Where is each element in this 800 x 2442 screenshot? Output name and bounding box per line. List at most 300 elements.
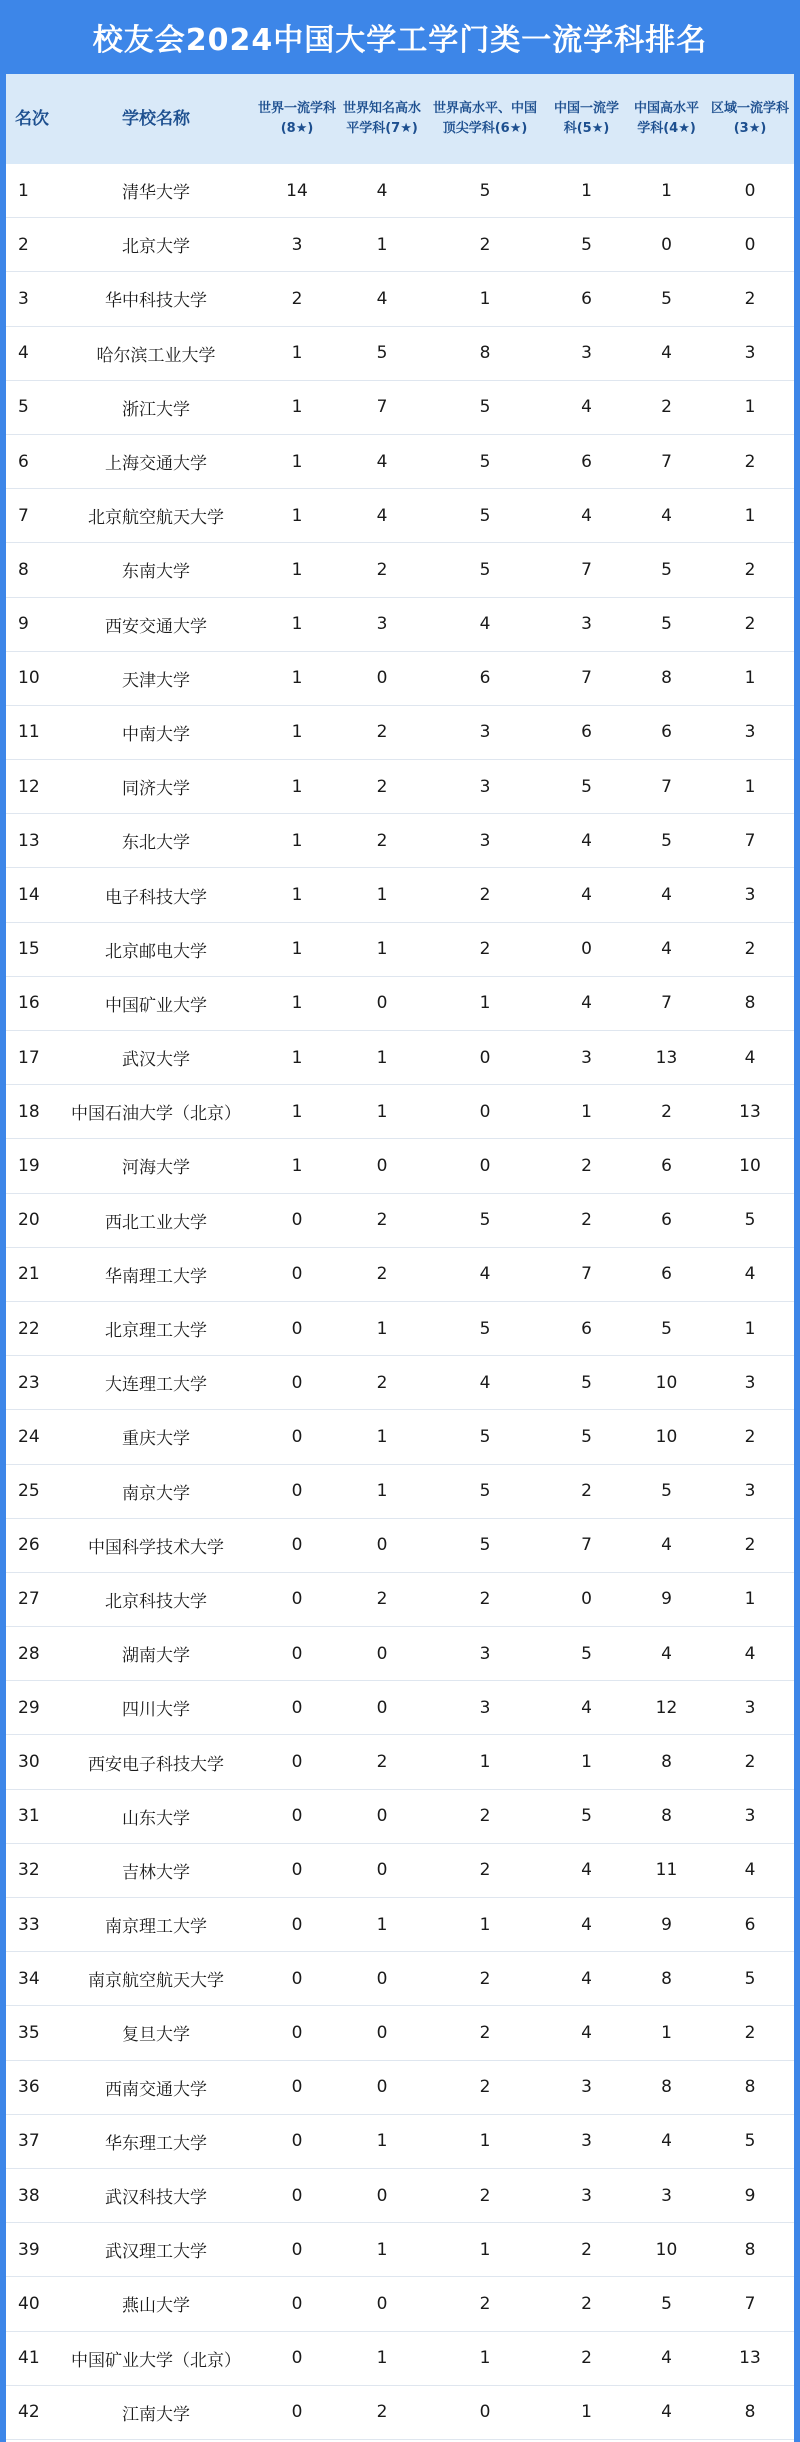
cell-rank: 16: [18, 993, 40, 1014]
cell-world-famous: 1: [376, 2239, 388, 2260]
cell-china-first: 4: [581, 397, 592, 418]
header-china-first: 中国一流学科(5★): [553, 101, 619, 136]
cell-world-famous: 0: [376, 1806, 388, 1827]
cell-world-famous: 4: [376, 180, 388, 201]
cell-world-famous: 2: [376, 776, 388, 797]
cell-china-high: 1: [661, 2022, 672, 2043]
cell-world-high: 2: [479, 2293, 491, 2314]
cell-world-high: 0: [479, 1101, 491, 1122]
cell-china-high: 4: [661, 505, 672, 526]
cell-china-first: 5: [581, 234, 592, 255]
cell-school: 南京理工大学: [105, 1917, 207, 1938]
cell-world-high: 1: [479, 2348, 491, 2369]
cell-china-first: 7: [581, 1535, 592, 1556]
table-row: [6, 2006, 794, 2060]
cell-school: 东南大学: [122, 562, 190, 583]
cell-china-first: 7: [581, 668, 592, 689]
cell-world-famous: 1: [376, 1101, 388, 1122]
cell-regional-first: 10: [739, 1155, 761, 1176]
cell-china-first: 5: [581, 1643, 592, 1664]
cell-china-high: 4: [661, 1643, 672, 1664]
cell-rank: 30: [18, 1752, 40, 1773]
cell-china-first: 3: [581, 2077, 592, 2098]
cell-school: 上海交通大学: [105, 454, 207, 475]
table-row: [6, 652, 794, 706]
cell-regional-first: 1: [744, 505, 756, 526]
cell-rank: 17: [18, 1047, 40, 1068]
cell-world-first: 1: [291, 505, 303, 526]
cell-world-famous: 2: [376, 1752, 388, 1773]
cell-rank: 19: [18, 1155, 40, 1176]
cell-world-famous: 2: [376, 1372, 388, 1393]
cell-world-high: 2: [479, 2022, 491, 2043]
cell-world-first: 1: [291, 1047, 303, 1068]
cell-regional-first: 2: [744, 451, 756, 472]
cell-world-first: 1: [291, 830, 303, 851]
cell-china-first: 7: [581, 1264, 592, 1285]
cell-china-high: 9: [661, 1589, 672, 1610]
cell-world-first: 0: [291, 1914, 303, 1935]
cell-china-high: 5: [661, 1481, 672, 1502]
cell-regional-first: 2: [744, 288, 756, 309]
table-row: [6, 814, 794, 868]
table-body: [6, 164, 794, 2440]
cell-world-famous: 2: [376, 1589, 388, 1610]
cell-world-first: 1: [291, 559, 303, 580]
cell-rank: 4: [18, 343, 29, 364]
cell-school: 中国科学技术大学: [88, 1537, 224, 1558]
header-china-high: 中国高水平学科(4★): [633, 101, 699, 136]
cell-world-high: 2: [479, 2185, 491, 2206]
cell-china-high: 12: [655, 1697, 678, 1718]
cell-world-first: 0: [291, 2293, 303, 2314]
table-row: [6, 327, 794, 381]
table-row: [6, 706, 794, 760]
cell-rank: 12: [18, 776, 40, 797]
cell-world-high: 5: [479, 1210, 491, 1231]
cell-world-high: 3: [479, 1643, 491, 1664]
cell-world-famous: 0: [376, 1643, 388, 1664]
cell-world-high: 5: [479, 505, 491, 526]
cell-world-high: 1: [479, 1914, 491, 1935]
cell-world-high: 0: [479, 1047, 491, 1068]
cell-school: 清华大学: [122, 183, 190, 204]
cell-world-first: 1: [291, 397, 303, 418]
cell-world-first: 0: [291, 1481, 303, 1502]
cell-world-famous: 0: [376, 2185, 388, 2206]
cell-school: 哈尔滨工业大学: [96, 345, 216, 366]
cell-china-high: 5: [661, 2293, 672, 2314]
cell-rank: 36: [18, 2077, 40, 2098]
table-row: [6, 2061, 794, 2115]
cell-world-high: 5: [479, 1318, 491, 1339]
table-row: [6, 1248, 794, 1302]
cell-school: 东北大学: [122, 833, 190, 854]
cell-china-first: 0: [581, 939, 592, 960]
cell-world-famous: 0: [376, 2293, 388, 2314]
cell-world-first: 1: [291, 614, 303, 635]
cell-china-high: 4: [661, 2131, 672, 2152]
cell-rank: 28: [18, 1643, 40, 1664]
cell-world-first: 0: [291, 1535, 303, 1556]
cell-world-famous: 1: [376, 885, 388, 906]
table-row: [6, 977, 794, 1031]
cell-rank: 8: [18, 559, 29, 580]
cell-school: 四川大学: [122, 1700, 190, 1721]
cell-regional-first: 2: [744, 2022, 756, 2043]
table-row: [6, 1410, 794, 1464]
cell-china-first: 6: [581, 1318, 592, 1339]
cell-china-high: 5: [661, 1318, 672, 1339]
cell-school: 中国矿业大学: [105, 995, 207, 1016]
cell-world-high: 2: [479, 885, 491, 906]
table-row: [6, 1085, 794, 1139]
cell-china-first: 2: [581, 2348, 592, 2369]
cell-world-first: 2: [291, 288, 303, 309]
cell-world-high: 2: [479, 234, 491, 255]
cell-world-first: 0: [291, 1210, 303, 1231]
cell-world-first: 1: [291, 776, 303, 797]
table-row: [6, 868, 794, 922]
cell-school: 同济大学: [122, 779, 190, 800]
cell-regional-first: 1: [744, 1318, 756, 1339]
cell-rank: 23: [18, 1372, 40, 1393]
cell-regional-first: 3: [744, 343, 756, 364]
table-row: [6, 1031, 794, 1085]
cell-rank: 33: [18, 1914, 40, 1935]
cell-world-high: 8: [479, 343, 491, 364]
cell-regional-first: 3: [744, 885, 756, 906]
cell-regional-first: 3: [744, 1806, 756, 1827]
cell-world-famous: 0: [376, 2022, 388, 2043]
header-world-famous: 世界知名高水平学科(7★): [343, 101, 422, 136]
cell-world-famous: 7: [376, 397, 388, 418]
cell-world-famous: 3: [376, 614, 388, 635]
cell-world-first: 0: [291, 2131, 303, 2152]
cell-china-first: 1: [581, 2402, 592, 2423]
cell-rank: 21: [18, 1264, 40, 1285]
cell-china-high: 1: [661, 180, 672, 201]
cell-china-first: 4: [581, 1697, 592, 1718]
cell-china-first: 6: [581, 722, 592, 743]
cell-school: 电子科技大学: [105, 887, 207, 908]
cell-world-famous: 2: [376, 1210, 388, 1231]
cell-regional-first: 3: [744, 1697, 756, 1718]
cell-world-famous: 0: [376, 1155, 388, 1176]
cell-world-first: 1: [291, 1155, 303, 1176]
header-regional-first: 区域一流学科(3★): [710, 101, 789, 136]
table-row: [6, 272, 794, 326]
cell-school: 吉林大学: [122, 1862, 190, 1883]
cell-world-high: 2: [479, 1589, 491, 1610]
cell-school: 北京大学: [122, 237, 190, 258]
cell-china-first: 6: [581, 451, 592, 472]
cell-world-famous: 1: [376, 1426, 388, 1447]
cell-china-first: 4: [581, 885, 592, 906]
table-row: [6, 1790, 794, 1844]
cell-school: 天津大学: [122, 670, 190, 691]
cell-school: 华南理工大学: [105, 1266, 207, 1287]
cell-world-first: 14: [286, 180, 308, 201]
cell-china-high: 6: [661, 722, 672, 743]
cell-china-first: 1: [581, 1101, 592, 1122]
cell-rank: 3: [18, 288, 29, 309]
cell-school: 北京邮电大学: [105, 941, 207, 962]
cell-china-first: 3: [581, 2131, 592, 2152]
cell-rank: 25: [18, 1481, 40, 1502]
cell-china-high: 13: [655, 1047, 678, 1068]
cell-world-high: 4: [479, 1264, 491, 1285]
cell-regional-first: 8: [744, 993, 756, 1014]
cell-rank: 42: [18, 2402, 40, 2423]
cell-regional-first: 3: [744, 1481, 756, 1502]
cell-rank: 15: [18, 939, 40, 960]
cell-world-high: 4: [479, 614, 491, 635]
cell-regional-first: 1: [744, 1589, 756, 1610]
table-row: [6, 164, 794, 218]
cell-world-famous: 0: [376, 2077, 388, 2098]
cell-rank: 6: [18, 451, 29, 472]
table-row: [6, 1844, 794, 1898]
cell-regional-first: 2: [744, 939, 756, 960]
cell-regional-first: 7: [744, 830, 756, 851]
cell-rank: 41: [18, 2348, 40, 2369]
cell-regional-first: 5: [744, 2131, 756, 2152]
cell-china-first: 4: [581, 505, 592, 526]
cell-china-high: 4: [661, 2348, 672, 2369]
cell-regional-first: 0: [744, 234, 756, 255]
cell-regional-first: 8: [744, 2402, 756, 2423]
cell-world-famous: 0: [376, 1968, 388, 1989]
cell-regional-first: 4: [744, 1643, 756, 1664]
table-row: [6, 1194, 794, 1248]
cell-china-high: 8: [661, 668, 672, 689]
cell-world-first: 0: [291, 1264, 303, 1285]
cell-world-famous: 0: [376, 1697, 388, 1718]
table-row: [6, 489, 794, 543]
cell-school: 河海大学: [122, 1158, 190, 1179]
cell-rank: 31: [18, 1806, 40, 1827]
cell-school: 南京大学: [122, 1483, 190, 1504]
cell-world-famous: 1: [376, 939, 388, 960]
cell-rank: 14: [18, 885, 40, 906]
cell-school: 重庆大学: [122, 1429, 190, 1450]
cell-world-high: 2: [479, 1860, 491, 1881]
cell-china-first: 5: [581, 1372, 592, 1393]
cell-china-first: 2: [581, 1481, 592, 1502]
cell-china-high: 7: [661, 993, 672, 1014]
cell-school: 武汉大学: [122, 1050, 190, 1071]
cell-world-first: 0: [291, 2022, 303, 2043]
cell-china-first: 4: [581, 1914, 592, 1935]
header-school: 学校名称: [122, 109, 190, 129]
cell-world-famous: 1: [376, 1047, 388, 1068]
cell-rank: 37: [18, 2131, 40, 2152]
cell-world-first: 1: [291, 451, 303, 472]
cell-regional-first: 5: [744, 1210, 756, 1231]
cell-world-famous: 4: [376, 451, 388, 472]
cell-china-high: 6: [661, 1264, 672, 1285]
cell-world-first: 0: [291, 2185, 303, 2206]
cell-world-first: 0: [291, 1318, 303, 1339]
cell-china-high: 6: [661, 1155, 672, 1176]
cell-world-high: 1: [479, 993, 491, 1014]
header-rank: 名次: [15, 109, 49, 129]
cell-school: 燕山大学: [122, 2296, 190, 2317]
cell-world-high: 5: [479, 451, 491, 472]
cell-world-high: 0: [479, 2402, 491, 2423]
cell-world-famous: 1: [376, 1318, 388, 1339]
cell-rank: 32: [18, 1860, 40, 1881]
cell-rank: 20: [18, 1210, 40, 1231]
cell-rank: 34: [18, 1968, 40, 1989]
cell-world-first: 1: [291, 993, 303, 1014]
cell-china-high: 5: [661, 559, 672, 580]
cell-china-high: 10: [655, 1426, 678, 1447]
cell-world-first: 0: [291, 1697, 303, 1718]
cell-world-first: 1: [291, 722, 303, 743]
cell-rank: 40: [18, 2293, 40, 2314]
cell-school: 西南交通大学: [105, 2079, 207, 2100]
cell-world-high: 5: [479, 397, 491, 418]
cell-china-high: 10: [655, 2239, 678, 2260]
cell-china-high: 7: [661, 776, 672, 797]
cell-china-high: 4: [661, 1535, 672, 1556]
cell-world-high: 1: [479, 2131, 491, 2152]
cell-world-famous: 0: [376, 1535, 388, 1556]
table-row: [6, 543, 794, 597]
cell-china-first: 0: [581, 1589, 592, 1610]
cell-china-first: 3: [581, 2185, 592, 2206]
cell-china-first: 3: [581, 1047, 592, 1068]
cell-world-famous: 2: [376, 2402, 388, 2423]
cell-china-high: 4: [661, 343, 672, 364]
cell-world-famous: 2: [376, 830, 388, 851]
cell-rank: 13: [18, 830, 40, 851]
cell-world-high: 5: [479, 1426, 491, 1447]
cell-regional-first: 2: [744, 1535, 756, 1556]
table-row: [6, 381, 794, 435]
cell-world-famous: 1: [376, 2131, 388, 2152]
cell-world-famous: 2: [376, 1264, 388, 1285]
cell-world-high: 3: [479, 1697, 491, 1718]
table-row: [6, 923, 794, 977]
cell-world-first: 0: [291, 1643, 303, 1664]
cell-world-famous: 1: [376, 234, 388, 255]
cell-world-high: 0: [479, 1155, 491, 1176]
cell-regional-first: 8: [744, 2239, 756, 2260]
cell-regional-first: 9: [744, 2185, 756, 2206]
cell-china-high: 7: [661, 451, 672, 472]
cell-regional-first: 13: [739, 2348, 761, 2369]
cell-regional-first: 8: [744, 2077, 756, 2098]
cell-rank: 2: [18, 234, 29, 255]
cell-rank: 11: [18, 722, 40, 743]
table-row: [6, 760, 794, 814]
cell-china-first: 7: [581, 559, 592, 580]
cell-rank: 7: [18, 505, 29, 526]
cell-china-high: 2: [661, 1101, 672, 1122]
cell-world-first: 0: [291, 1426, 303, 1447]
cell-china-first: 2: [581, 1155, 592, 1176]
cell-world-high: 6: [479, 668, 491, 689]
table-row: [6, 1681, 794, 1735]
table-row: [6, 1356, 794, 1410]
cell-world-high: 3: [479, 830, 491, 851]
cell-china-high: 4: [661, 885, 672, 906]
cell-world-first: 1: [291, 939, 303, 960]
cell-school: 中南大学: [122, 724, 190, 745]
cell-school: 华中科技大学: [105, 291, 207, 312]
cell-china-first: 4: [581, 830, 592, 851]
cell-regional-first: 2: [744, 614, 756, 635]
cell-school: 北京航空航天大学: [88, 508, 224, 529]
header-world-first: 世界一流学科(8★): [257, 101, 336, 136]
cell-china-high: 3: [661, 2185, 672, 2206]
cell-world-high: 2: [479, 1968, 491, 1989]
cell-regional-first: 0: [744, 180, 756, 201]
table-row: [6, 2386, 794, 2440]
cell-china-high: 8: [661, 1968, 672, 1989]
cell-school: 西安电子科技大学: [88, 1754, 224, 1775]
cell-rank: 5: [18, 397, 29, 418]
table-row: [6, 1519, 794, 1573]
cell-regional-first: 4: [744, 1860, 756, 1881]
cell-china-first: 4: [581, 1860, 592, 1881]
cell-world-famous: 0: [376, 668, 388, 689]
table-row: [6, 218, 794, 272]
cell-regional-first: 4: [744, 1047, 756, 1068]
cell-school: 浙江大学: [122, 399, 190, 420]
cell-world-high: 5: [479, 1535, 491, 1556]
cell-china-first: 1: [581, 1752, 592, 1773]
cell-world-high: 5: [479, 1481, 491, 1502]
cell-china-first: 4: [581, 993, 592, 1014]
ranking-table: [6, 74, 794, 2442]
cell-regional-first: 1: [744, 776, 756, 797]
cell-world-high: 1: [479, 288, 491, 309]
cell-china-first: 3: [581, 614, 592, 635]
cell-school: 大连理工大学: [105, 1375, 207, 1396]
cell-rank: 35: [18, 2022, 40, 2043]
table-row: [6, 435, 794, 489]
cell-china-high: 4: [661, 2402, 672, 2423]
cell-china-first: 5: [581, 1806, 592, 1827]
table-row: [6, 1573, 794, 1627]
cell-world-high: 4: [479, 1372, 491, 1393]
cell-china-high: 2: [661, 397, 672, 418]
cell-china-first: 2: [581, 1210, 592, 1231]
cell-world-first: 0: [291, 2348, 303, 2369]
cell-rank: 39: [18, 2239, 40, 2260]
cell-school: 湖南大学: [122, 1646, 190, 1667]
cell-rank: 9: [18, 614, 29, 635]
cell-china-first: 6: [581, 288, 592, 309]
cell-school: 中国矿业大学（北京）: [71, 2350, 241, 2371]
cell-world-famous: 0: [376, 993, 388, 1014]
cell-regional-first: 2: [744, 1426, 756, 1447]
cell-regional-first: 1: [744, 668, 756, 689]
cell-school: 南京航空航天大学: [88, 1971, 224, 1992]
cell-rank: 26: [18, 1535, 40, 1556]
cell-china-high: 0: [661, 234, 672, 255]
table-row: [6, 1465, 794, 1519]
cell-school: 北京科技大学: [105, 1591, 207, 1612]
table-header: [6, 74, 794, 164]
page-title: 校友会2024中国大学工学门类一流学科排名: [92, 23, 708, 58]
cell-world-high: 3: [479, 722, 491, 743]
cell-china-high: 9: [661, 1914, 672, 1935]
